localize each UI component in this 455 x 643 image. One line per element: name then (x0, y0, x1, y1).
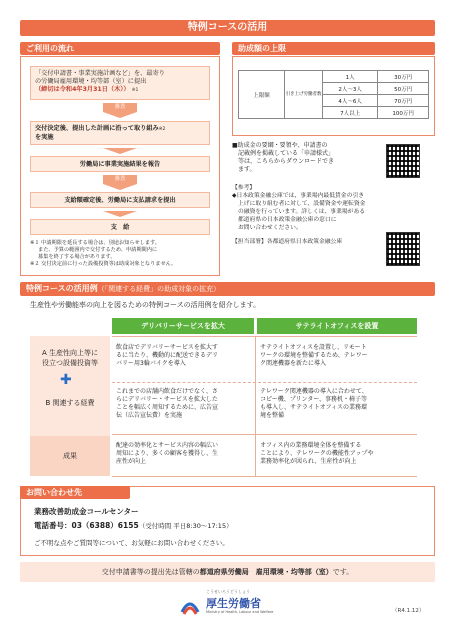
cell-line: 産性が向上 (116, 458, 147, 465)
divider (112, 476, 417, 477)
cell-line: ワークの環境を整備するため、テレワー (260, 352, 368, 359)
cell-line: 境を整備 (260, 412, 285, 419)
cell-line: 業務効率化が図られ、生産性が向上 (260, 458, 357, 465)
cell-b-delivery (116, 388, 252, 420)
issue-date: （R4.1.12） (392, 608, 425, 614)
note-2: ※２ 交付決定前に行った設備投資等は助成対象となりません。 (30, 261, 177, 267)
cell-line: も導入し、サテライトオフィスの業務環 (260, 404, 367, 411)
arrow-down-icon (103, 148, 137, 154)
row-a-label-line-1: A 生産性向上等に (41, 349, 98, 357)
flow-step-2 (30, 121, 210, 145)
cell-line: オフィス内の業務環境全体を整備する (260, 442, 362, 449)
note-1-line-2: また、予算の範囲内で交付するため、申請期間内に (38, 247, 158, 253)
note-1-line-3: 募集を終了する場合があります。 (38, 254, 116, 260)
divider (255, 336, 256, 476)
cell-line: 伝（広告宣伝費）を実施 (116, 412, 183, 419)
cell-line: サテライトオフィスを設置し、リモート (260, 344, 367, 351)
contact-header: お問い合わせ先 (20, 486, 130, 499)
limit-table (238, 70, 429, 119)
submission-post: です。 (332, 568, 354, 576)
ref-line-5: お問い合わせください。 (238, 225, 302, 231)
people-cell: 1人 (323, 71, 378, 83)
ref-contact: 【担当部署】各都道府県日本政策金融公庫 (232, 239, 343, 245)
flow-step-3: 労働局に事業実施結果を報告 (30, 156, 210, 172)
cell-line: ことを幅広く周知するために、広告宣 (116, 404, 219, 411)
flow-step-2-line-2: を実施 (35, 134, 54, 141)
flow-deadline: （締切は令和4年3月31日（木）） (35, 86, 130, 93)
amount-cell: 30万円 (378, 71, 429, 83)
flow-step-1 (30, 66, 210, 100)
limit-sub-header: 引き上げ労働者数 (285, 71, 323, 119)
cell-line: コピー機、プリンター、事務机・椅子等 (260, 396, 368, 403)
ref-line-4: 都道府県の日本政策金融公庫の窓口に (238, 217, 337, 223)
cell-line: これまでの店舗内飲食だけでなく、さ (116, 388, 218, 395)
ref-line-1: ◆日本政策金融公庫では、事業場内最低賃金の引き (232, 193, 364, 199)
submission-note (20, 562, 435, 582)
divider (112, 336, 417, 337)
limit-header: 助成額の上限 (232, 42, 435, 55)
examples-intro: 生産性や労働能率の向上を図るための特例コースの活用例を紹介します。 (30, 301, 261, 309)
flow-step-1-line-1: 「交付申請書・事業実施計画など」を、最寄り (35, 70, 165, 77)
cell-line: ことにより、テレワークの機能性アップや (260, 450, 374, 457)
qr-code-icon[interactable] (386, 232, 420, 266)
amount-cell: 100万円 (378, 107, 429, 119)
people-cell: 4人～6人 (323, 95, 378, 107)
col-satellite: サテライトオフィスを設置 (257, 318, 417, 334)
info-line-1: ■助成金の要綱・要領や、申請書の (232, 142, 328, 149)
logo-mark-icon (178, 594, 202, 618)
plus-icon: ✚ (60, 372, 72, 388)
ref-line-2: 上げに取り組む者に対して、設備資金や運転資金 (238, 201, 366, 207)
row-b-label: B 関連する経費 (45, 399, 95, 407)
cell-line: テレワーク関連機器の導入に合わせて、 (260, 388, 368, 395)
qr-code-icon[interactable] (386, 144, 420, 178)
divider (112, 434, 417, 435)
col-delivery: デリバリーサービスを拡大 (112, 318, 254, 334)
ref-line-3: の融資を行っています。詳しくは、事業場がある (238, 209, 366, 215)
submission-pre: 交付申請書等の提出先は管轄の (101, 568, 200, 576)
row-result-label: 成果 (30, 436, 110, 476)
logo-en: Ministry of Health, Labour and Welfare (206, 610, 274, 614)
cell-b-satellite (260, 388, 417, 420)
flow-notes (30, 240, 218, 268)
mhlw-logo (178, 588, 288, 628)
row-a-label-line-2: 役立つ設備投資等 (42, 359, 98, 367)
flow-step-2-line-1: 交付決定後、提出した計画に沿って取り組み (35, 125, 159, 132)
cell-line: 配達の効率化とサービス内容の幅広い (116, 442, 219, 449)
info-line-4: ます。 (238, 166, 256, 173)
flow-note-mark-1: ※1 (131, 88, 139, 93)
arrow-down-icon (103, 112, 137, 118)
limit-row-header: 上限額 (239, 71, 285, 119)
cell-a-satellite (260, 344, 417, 368)
info-line-3: 等は、こちらからダウンロードでき (238, 158, 335, 165)
contact-note: ご不明な点やご質問等について、お気軽にお問い合わせください。 (34, 539, 229, 547)
phone-line (34, 520, 233, 531)
note-1-line-1: ※１ 中請期限を延長する場合は、別途お知らせします。 (30, 240, 160, 246)
cell-line: 飲食店でデリバリーサービスを拡大す (116, 344, 218, 351)
phone-hours: （受付時間 平日8:30～17:15） (138, 522, 233, 530)
review-label-1: 審査 (103, 103, 137, 112)
ref-header: 【参考】 (232, 185, 256, 191)
reference-block (232, 184, 392, 246)
flow-step-1-line-2: の労働局雇用環境・均等部（室）に提出 (35, 78, 147, 85)
flow-step-4: 支給額確定後、労働局に支払請求を提出 (30, 192, 210, 208)
download-info (232, 142, 382, 174)
flow-note-mark-2: ※2 (158, 127, 166, 132)
arrow-down-icon (103, 184, 137, 190)
cell-result-satellite (260, 442, 417, 466)
cell-line: らにデリバリー・サービスを拡大した (116, 396, 218, 403)
cell-line: バリー用3輪バイクを導入 (116, 360, 186, 367)
call-center-name: 業務改善助成金コールセンター (34, 507, 139, 516)
cell-line: ク関連機器を新たに導入 (260, 360, 327, 367)
people-cell: 2人～3人 (323, 83, 378, 95)
flow-step-5: 支 給 (30, 219, 210, 235)
examples-title: 特例コースの活用例 (26, 284, 98, 293)
cell-line: 周知により、多くの顧客を獲得し、生 (116, 450, 219, 457)
arrow-down-icon (103, 211, 137, 217)
divider (112, 382, 417, 383)
amount-cell: 50万円 (378, 83, 429, 95)
cell-a-delivery (116, 344, 252, 368)
amount-cell: 70万円 (378, 95, 429, 107)
phone-number[interactable]: 電話番号：03（6388）6155 (34, 521, 139, 530)
cell-result-delivery (116, 442, 252, 466)
logo-name: 厚生労働省 (206, 597, 261, 610)
examples-header (20, 282, 435, 296)
cell-line: るに当たり、機動的に配送できるデリ (116, 352, 219, 359)
info-line-2: 記載例を掲載している「申請様式」 (238, 150, 335, 157)
page-title: 特例コースの活用 (20, 20, 435, 36)
examples-subtitle: （「関連する経費」の助成対象の拡充） (97, 285, 221, 293)
submission-office: 都道府県労働局 雇用環境・均等部（室） (199, 568, 333, 576)
flow-header: ご利用の流れ (20, 42, 220, 55)
people-cell: 7人以上 (323, 107, 378, 119)
logo-kana: こうせいろうどうしょう (206, 589, 250, 594)
row-a-label (30, 348, 110, 368)
review-label-2: 審査 (103, 175, 137, 184)
